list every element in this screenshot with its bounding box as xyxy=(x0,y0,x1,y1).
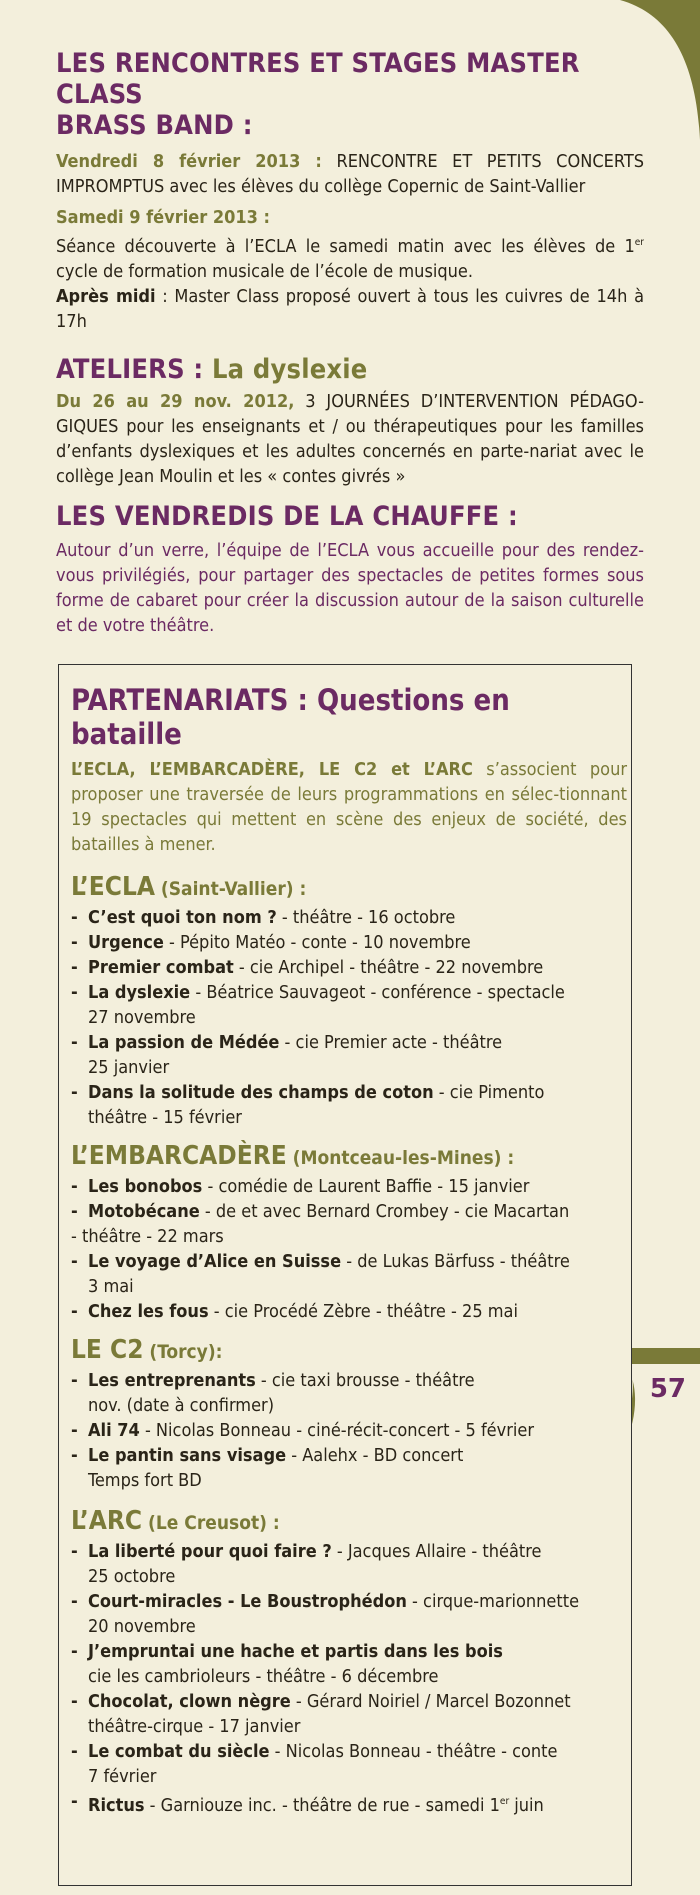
event-bullet: - xyxy=(71,1791,78,1812)
event-details-line2: 27 novembre xyxy=(88,1007,196,1028)
event-bullet: - xyxy=(71,1641,78,1662)
event-list xyxy=(71,905,627,1130)
ateliers-dates: Du 26 au 29 nov. 2012, xyxy=(56,391,295,412)
event-title: C’est quoi ton nom ? xyxy=(88,907,277,928)
partenariats-title: PARTENARIATS : Questions en bataille xyxy=(71,683,510,751)
event-title: Le combat du siècle xyxy=(88,1741,270,1762)
event-details: - cie Premier acte - théâtre xyxy=(279,1032,503,1053)
brass-text-2-sup: er xyxy=(634,237,644,248)
venue-location: (Montceau-les-Mines) : xyxy=(286,1147,515,1169)
event-list xyxy=(71,1368,627,1493)
event-details: - cie Procédé Zèbre - théâtre - 25 mai xyxy=(208,1301,518,1322)
brass-title-line2: BRASS BAND : xyxy=(56,110,253,141)
event-details: - cie taxi brousse - théâtre xyxy=(255,1370,475,1391)
event-title: Urgence xyxy=(88,932,164,953)
event-details: - cie Archipel - théâtre - 22 novembre xyxy=(233,957,544,978)
event-item xyxy=(71,1789,627,1818)
event-title: Dans la solitude des champs de coton xyxy=(88,1082,434,1103)
brass-date-2: Samedi 9 février 2013 : xyxy=(56,207,271,228)
ateliers-title-b: La dyslexie xyxy=(212,354,368,385)
event-bullet: - xyxy=(71,1082,78,1103)
event-title: La liberté pour quoi faire ? xyxy=(88,1541,332,1562)
event-bullet: - xyxy=(71,1370,78,1391)
event-bullet: - xyxy=(71,1176,78,1197)
chauffe-text: Autour d’un verre, l’équipe de l’ECLA vous accueille pour des rendez-vous privilégiés, pour partager des spectacles de petites formes sous forme de cabaret pour créer la discussion autour de la saison culturelle et de votre théâtre. xyxy=(56,540,644,636)
event-item xyxy=(71,1174,627,1199)
event-title: Ali 74 xyxy=(88,1420,140,1441)
event-title: Court-miracles - Le Boustrophédon xyxy=(88,1591,407,1612)
venue-name: L’EMBARCADÈRE xyxy=(71,1141,287,1171)
top-sections xyxy=(56,48,644,638)
event-bullet: - xyxy=(71,1445,78,1466)
partenariats-intro-text: s’associent pour proposer une traversée de leurs programmations en sélec-tionnant 19 spectacles qui mettent en scène des enjeux de société, des batailles à mener. xyxy=(71,759,628,855)
event-details-line2: Temps fort BD xyxy=(88,1470,202,1491)
event-bullet: - xyxy=(71,957,78,978)
brass-paragraph-1 xyxy=(56,149,644,199)
event-details: - théâtre - 16 octobre xyxy=(276,907,456,928)
partenariats-content xyxy=(71,683,627,1818)
venue-heading xyxy=(71,1140,627,1174)
ateliers-text: 3 JOURNÉES D’INTERVENTION PÉDAGO-GIQUES pour les enseignants et / ou thérapeutiques pour les familles d’enfants dyslexiques et les adultes concernés en parte-nariat avec le collège Jean Moulin et les « contes givrés » xyxy=(56,391,644,487)
event-bullet: - xyxy=(71,982,78,1003)
event-details: - Aalehx - BD concert xyxy=(286,1445,464,1466)
event-title: Motobécane xyxy=(88,1201,200,1222)
event-details-end: juin xyxy=(509,1795,544,1816)
event-bullet: - xyxy=(71,907,78,928)
event-list xyxy=(71,1539,627,1818)
event-title: La passion de Médée xyxy=(88,1032,280,1053)
event-details-line2: 7 février xyxy=(88,1766,157,1787)
ateliers-title xyxy=(56,354,644,385)
event-details: - cirque-marionnette xyxy=(406,1591,580,1612)
event-details-line2: théâtre - 15 février xyxy=(88,1107,242,1128)
event-details-line2: nov. (date à confirmer) xyxy=(88,1395,275,1416)
event-details: - de et avec Bernard Crombey - cie Macartan xyxy=(199,1201,570,1222)
event-item xyxy=(71,1418,627,1443)
event-item xyxy=(71,1589,627,1639)
event-details: - Gérard Noiriel / Marcel Bozonnet xyxy=(290,1691,571,1712)
event-title: Rictus xyxy=(88,1795,145,1816)
event-bullet: - xyxy=(71,1541,78,1562)
event-details: - Garniouze inc. - théâtre de rue - samedi 1 xyxy=(144,1795,500,1816)
brass-date-1: Vendredi 8 février 2013 : xyxy=(56,151,322,172)
event-details-line2: théâtre-cirque - 17 janvier xyxy=(88,1716,301,1737)
event-title: Chez les fous xyxy=(88,1301,209,1322)
event-bullet: - xyxy=(71,1741,78,1762)
venue-name: L’ARC xyxy=(71,1506,143,1536)
venue-heading xyxy=(71,1334,627,1368)
event-details-line2: 3 mai xyxy=(88,1276,134,1297)
brass-text-2a: Séance découverte à l’ECLA le samedi matin avec les élèves de 1 xyxy=(56,236,635,257)
event-title: Le pantin sans visage xyxy=(88,1445,287,1466)
event-title: J’empruntai une hache et partis dans les bois xyxy=(88,1641,503,1662)
event-item xyxy=(71,1249,627,1299)
event-details-line2: - théâtre - 22 mars xyxy=(71,1226,224,1247)
event-details: - Nicolas Bonneau - théâtre - conte xyxy=(269,1741,558,1762)
event-item xyxy=(71,980,627,1030)
event-item xyxy=(71,905,627,930)
event-bullet: - xyxy=(71,932,78,953)
event-item xyxy=(71,955,627,980)
event-details: - Jacques Allaire - théâtre xyxy=(331,1541,542,1562)
event-bullet: - xyxy=(71,1691,78,1712)
event-item xyxy=(71,1443,627,1493)
event-title: Le voyage d’Alice en Suisse xyxy=(88,1251,342,1272)
event-details-sup: er xyxy=(499,1796,510,1807)
venue-heading xyxy=(71,871,627,905)
brass-paragraph-2 xyxy=(56,230,644,284)
brass-apres-midi xyxy=(56,284,644,334)
event-title: La dyslexie xyxy=(88,982,191,1003)
brass-apres-label: Après midi xyxy=(56,286,156,307)
event-bullet: - xyxy=(71,1591,78,1612)
venues-list xyxy=(71,871,627,1818)
event-bullet: - xyxy=(71,1251,78,1272)
event-details: - Nicolas Bonneau - ciné-récit-concert - 5 février xyxy=(139,1420,535,1441)
event-details: - de Lukas Bärfuss - théâtre xyxy=(341,1251,570,1272)
event-item xyxy=(71,1689,627,1739)
event-item xyxy=(71,1030,627,1080)
brass-text-2b: cycle de formation musicale de l’école de musique. xyxy=(56,261,474,282)
event-item xyxy=(71,1299,627,1324)
event-item xyxy=(71,1739,627,1789)
event-item xyxy=(71,1080,627,1130)
event-title: Chocolat, clown nègre xyxy=(88,1691,291,1712)
partenariats-intro-bold: L’ECLA, L’EMBARCADÈRE, LE C2 et L’ARC xyxy=(71,759,473,780)
venue-heading xyxy=(71,1505,627,1539)
event-bullet: - xyxy=(71,1301,78,1322)
event-item xyxy=(71,1539,627,1589)
event-details: - Béatrice Sauvageot - conférence - spectacle xyxy=(190,982,565,1003)
partenariats-box xyxy=(58,664,632,1886)
venue-location: (Saint-Vallier) : xyxy=(154,878,307,900)
brass-text-1: RENCONTRE ET PETITS CONCERTS IMPROMPTUS avec les élèves du collège Copernic de Saint-Vallier xyxy=(56,151,644,197)
brass-apres-text: : Master Class proposé ouvert à tous les cuivres de 14h à 17h xyxy=(56,286,644,332)
venue-name: L’ECLA xyxy=(71,872,155,902)
event-title: Les entreprenants xyxy=(88,1370,256,1391)
event-details-line2: 20 novembre xyxy=(88,1616,196,1637)
page-number: 57 xyxy=(649,1374,686,1404)
event-item xyxy=(71,1639,627,1689)
event-details: - comédie de Laurent Baffie - 15 janvier xyxy=(202,1176,530,1197)
event-list xyxy=(71,1174,627,1324)
venue-location: (Le Creusot) : xyxy=(142,1512,280,1534)
brass-date-2-line xyxy=(56,205,644,230)
event-bullet: - xyxy=(71,1201,78,1222)
event-details-line2: cie les cambrioleurs - théâtre - 6 décembre xyxy=(88,1666,439,1687)
partenariats-intro xyxy=(71,757,627,857)
brass-title-line1: LES RENCONTRES ET STAGES MASTER CLASS xyxy=(56,48,580,110)
event-bullet: - xyxy=(71,1032,78,1053)
venue-name: LE C2 xyxy=(71,1335,144,1365)
venue-location: (Torcy): xyxy=(143,1341,223,1363)
event-item xyxy=(71,1199,627,1249)
event-bullet: - xyxy=(71,1420,78,1441)
event-item xyxy=(71,1368,627,1418)
event-title: Les bonobos xyxy=(88,1176,203,1197)
chauffe-title: LES VENDREDIS DE LA CHAUFFE : xyxy=(56,501,518,532)
event-details-line2: 25 janvier xyxy=(88,1057,170,1078)
event-details-line2: 25 octobre xyxy=(88,1566,176,1587)
event-details: - cie Pimento xyxy=(433,1082,545,1103)
ateliers-paragraph xyxy=(56,389,644,489)
event-item xyxy=(71,930,627,955)
event-title: Premier combat xyxy=(88,957,234,978)
ateliers-title-a: ATELIERS : xyxy=(56,354,212,385)
event-details: - Pépito Matéo - conte - 10 novembre xyxy=(163,932,471,953)
brass-title xyxy=(56,48,644,141)
